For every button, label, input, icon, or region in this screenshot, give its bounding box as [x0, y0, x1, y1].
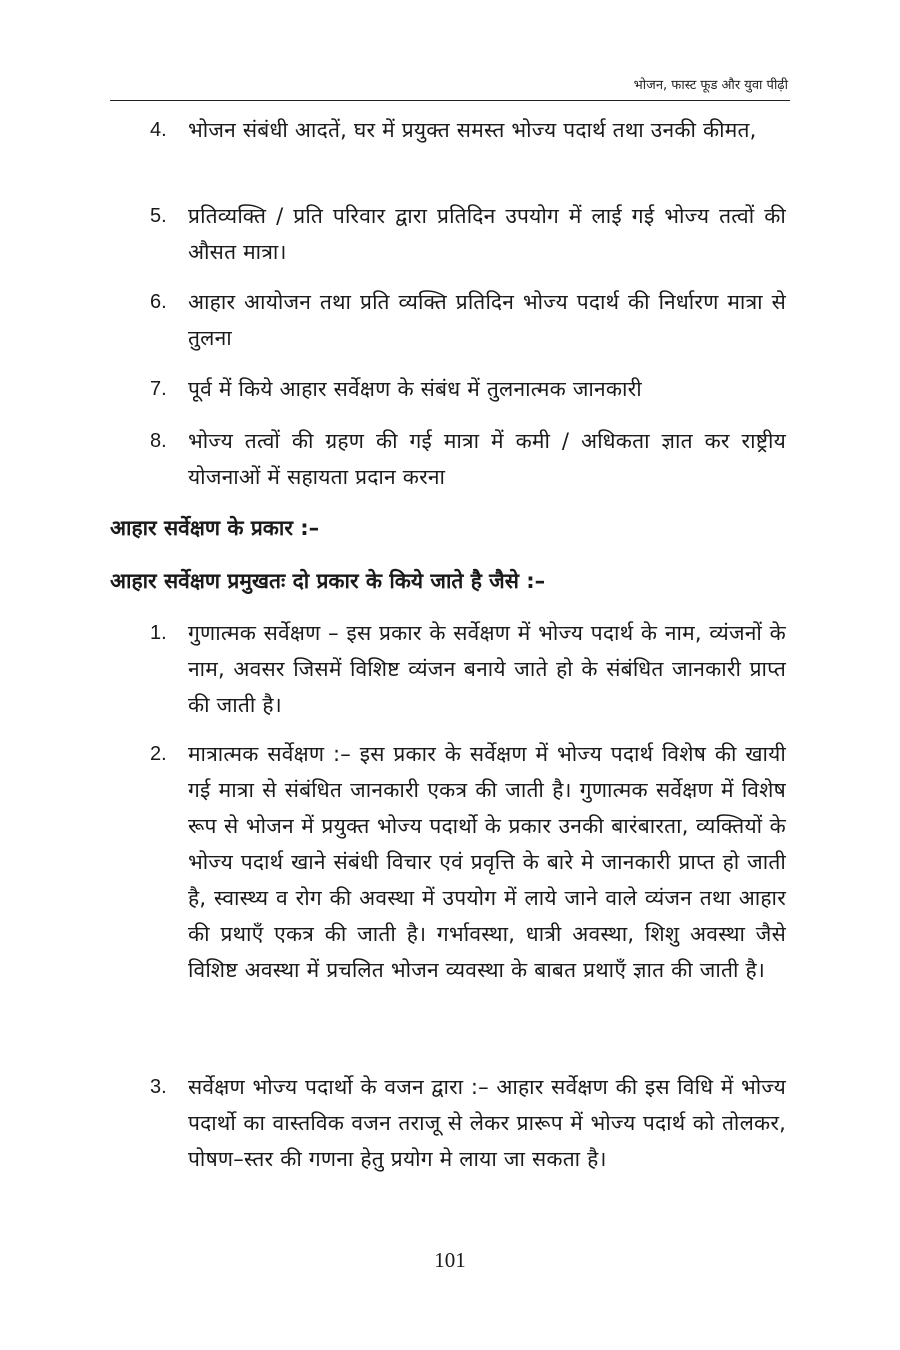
list-item-text: गुणात्मक सर्वेक्षण – इस प्रकार के सर्वेक्षण में भोज्य पदार्थ के नाम, व्यंजनों के नाम, अवसर जिसमें विशिष्ट व्यंजन बनाये जाते हो के संबंधित जानकारी प्राप्त की जाती है।: [188, 621, 786, 717]
running-header-title: भोजन, फास्ट फूड और युवा पीढ़ी: [633, 78, 788, 93]
running-header: [110, 68, 790, 101]
list-item-number: 4.: [150, 119, 167, 141]
page-number: 101: [434, 1248, 466, 1272]
list-item-number: 2.: [150, 743, 167, 765]
list-item-text: सर्वेक्षण भोज्य पदार्थो के वजन द्वारा :– आहार सर्वेक्षण की इस विधि में भोज्य पदार्थो का वास्तविक वजन तराजू से लेकर प्रारूप में भोज्य पदार्थ को तोलकर, पोषण–स्तर की गणना हेतु प्रयोग मे लाया जा सकता है।: [188, 1075, 786, 1171]
list-item-text: भोजन संबंधी आदतें, घर में प्रयुक्त समस्त भोज्य पदार्थ तथा उनकी कीमत,: [188, 118, 757, 142]
list-item-text: भोज्य तत्वों की ग्रहण की गई मात्रा में कमी / अधिकता ज्ञात कर राष्ट्रीय योजनाओं में सहायता प्रदान करना: [188, 429, 786, 489]
list-item-text: मात्रात्मक सर्वेक्षण :– इस प्रकार के सर्वेक्षण में भोज्य पदार्थ विशेष की खायी गई मात्रा से संबंधित जानकारी एकत्र की जाती है। गुणात्मक सर्वेक्षण में विशेष रूप से भोजन में प्रयुक्त भोज्य पदार्थो के प्रकार उनकी बारंबारता, व्यक्तियों के भोज्य पदार्थ खाने संबंधी विचार एवं प्रवृत्ति के बारे मे जानकारी प्राप्त हो जाती है, स्वास्थ्य व रोग की अवस्था में उपयोग में लाये जाने वाले व्यंजन तथा आहार की प्रथाएँ एकत्र की जाती है। गर्भावस्था, धात्री अवस्था, शिशु अवस्था जैसे विशिष्ट अवस्था में प्रचलित भोजन व्यवस्था के बाबत प्रथाएँ ज्ञात की जाती है।: [188, 742, 786, 982]
list-item-number: 3.: [150, 1076, 167, 1098]
section-heading: आहार सर्वेक्षण के प्रकार :–: [110, 516, 320, 540]
list-item-text: आहार आयोजन तथा प्रति व्यक्ति प्रतिदिन भोज्य पदार्थ की निर्धारण मात्रा से तुलना: [188, 290, 786, 350]
list-item-number: 1.: [150, 622, 167, 644]
list-item-number: 7.: [150, 378, 167, 400]
list-item-number: 6.: [150, 291, 167, 313]
section-subheading: आहार सर्वेक्षण प्रमुखतः दो प्रकार के किये जाते है जैसे :–: [110, 569, 546, 593]
list-item-text: पूर्व में किये आहार सर्वेक्षण के संबंध में तुलनात्मक जानकारी: [188, 377, 642, 401]
list-item-number: 5.: [150, 205, 167, 227]
list-item-number: 8.: [150, 430, 167, 452]
list-item-text: प्रतिव्यक्ति / प्रति परिवार द्वारा प्रतिदिन उपयोग में लाई गई भोज्य तत्वों की औसत मात्रा।: [188, 204, 786, 264]
